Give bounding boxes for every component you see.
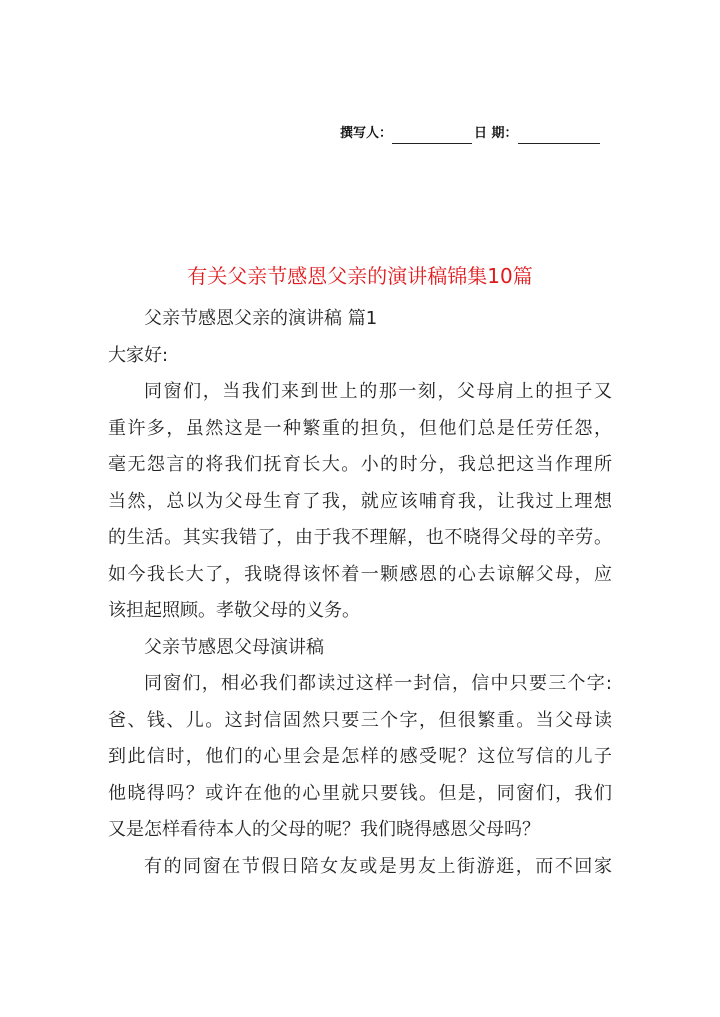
document-header xyxy=(340,124,600,144)
body-line: 父亲节感恩父亲的演讲稿 篇1 xyxy=(144,308,378,329)
body-line: 如今我长大了，我晓得该怀着一颗感恩的心去谅解父母，应 xyxy=(108,563,612,585)
body-line: 爸、钱、儿。这封信固然只要三个字，但很繁重。当父母读 xyxy=(108,709,612,731)
date-blank-line xyxy=(518,129,600,144)
body-line: 他晓得吗？或许在他的心里就只要钱。但是，同窗们，我们 xyxy=(108,782,612,804)
body-line: 同窗们，相必我们都读过这样一封信，信中只要三个字: xyxy=(144,673,612,694)
document-title: 有关父亲节感恩父亲的演讲稿锦集10篇 xyxy=(187,264,533,288)
body-line: 该担起照顾。孝敬父母的义务。 xyxy=(108,600,360,621)
body-line: 父亲节感恩父母演讲稿 xyxy=(144,636,324,658)
body-line: 大家好: xyxy=(108,344,169,366)
date-label: 日 期： xyxy=(474,126,518,141)
body-line: 到此信时，他们的心里会是怎样的感受呢？这位写信的儿子 xyxy=(108,746,612,767)
document-body xyxy=(108,301,612,885)
author-blank-line xyxy=(392,129,472,144)
body-line: 当然，总以为父母生育了我，就应该哺育我，让我过上理想 xyxy=(108,490,612,512)
body-line: 有的同窗在节假日陪女友或是男友上街游逛，而不回家 xyxy=(144,855,612,877)
body-line: 重许多，虽然这是一种繁重的担负，但他们总是任劳任怨， xyxy=(108,417,612,439)
author-label: 撰写人： xyxy=(340,126,393,141)
body-line: 又是怎样看待本人的父母的呢？我们晓得感恩父母吗？ xyxy=(108,819,540,840)
body-line: 同窗们，当我们来到世上的那一刻，父母肩上的担子又 xyxy=(144,381,612,402)
body-line: 毫无怨言的将我们抚育长大。小的时分，我总把这当作理所 xyxy=(108,454,612,475)
body-line: 的生活。其实我错了，由于我不理解，也不晓得父母的辛劳。 xyxy=(108,527,612,548)
